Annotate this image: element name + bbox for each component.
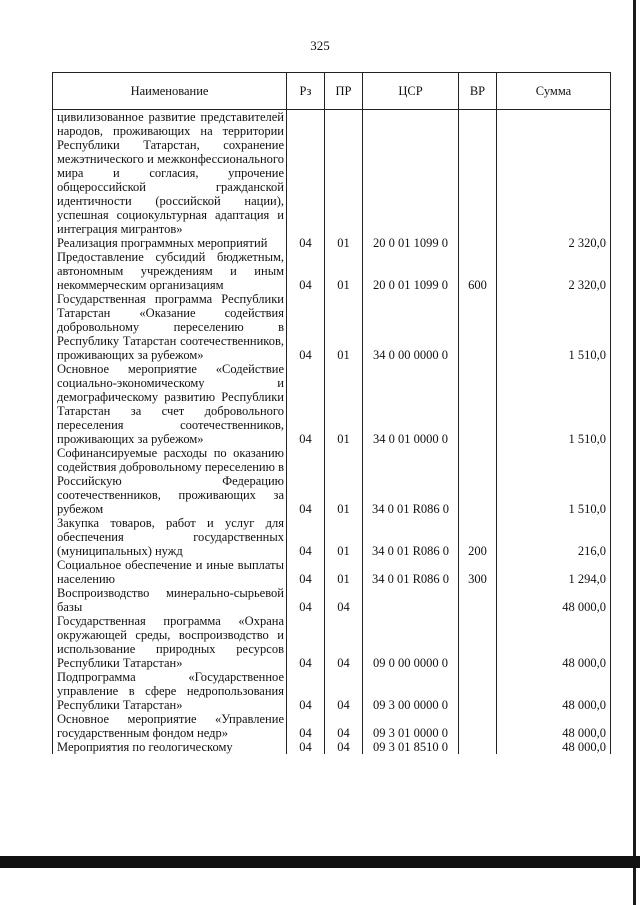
scan-edge-right [633, 0, 636, 905]
row-vr [459, 614, 497, 670]
row-csr: 09 0 00 0000 0 [363, 614, 459, 670]
row-vr: 200 [459, 516, 497, 558]
row-sum: 48 000,0 [497, 670, 611, 712]
row-name: Предоставление субсидий бюджетным, автономным учреждениям и иным некоммерческим организациям [53, 250, 287, 292]
row-name: Реализация программных мероприятий [53, 236, 287, 250]
row-rz: 04 [287, 586, 325, 614]
table-row [53, 110, 611, 237]
row-csr [363, 586, 459, 614]
row-rz: 04 [287, 236, 325, 250]
row-sum: 48 000,0 [497, 614, 611, 670]
row-csr: 34 0 01 0000 0 [363, 362, 459, 446]
table-row [53, 516, 611, 558]
row-name: Закупка товаров, работ и услуг для обеспечения государственных (муниципальных) нужд [53, 516, 287, 558]
row-vr [459, 586, 497, 614]
row-sum: 2 320,0 [497, 236, 611, 250]
row-vr [459, 712, 497, 740]
row-pr: 01 [325, 292, 363, 362]
table-row [53, 586, 611, 614]
table-header-row [53, 73, 611, 110]
row-vr [459, 110, 497, 237]
row-csr [363, 110, 459, 237]
row-name: Основное мероприятие «Управление государственным фондом недр» [53, 712, 287, 740]
row-name: Подпрограмма «Государственное управление в сфере недропользования Республики Татарстан» [53, 670, 287, 712]
row-name: Основное мероприятие «Содействие социально-экономическому и демографическому развитию Республики Татарстан за счет добровольного переселения соотечественников, проживающих за рубежом» [53, 362, 287, 446]
row-name: Воспроизводство минерально-сырьевой базы [53, 586, 287, 614]
row-rz: 04 [287, 614, 325, 670]
row-csr: 09 3 01 8510 0 [363, 740, 459, 754]
row-pr: 01 [325, 446, 363, 516]
row-vr [459, 292, 497, 362]
row-sum: 1 510,0 [497, 446, 611, 516]
row-name: цивилизованное развитие представителей народов, проживающих на территории Республики Татарстан, сохранение межэтнического и межконфессионального мира и согласия, упрочение общероссийской гражданской идентичности (российской нации), успешная социокультурная адаптация и интеграция мигрантов» [53, 110, 287, 237]
row-vr [459, 362, 497, 446]
table-row [53, 740, 611, 754]
column-header-vr: ВР [459, 73, 497, 110]
row-rz: 04 [287, 740, 325, 754]
row-sum: 216,0 [497, 516, 611, 558]
row-rz: 04 [287, 362, 325, 446]
table-row [53, 250, 611, 292]
row-sum: 1 510,0 [497, 292, 611, 362]
column-header-rz: Рз [287, 73, 325, 110]
row-csr: 34 0 01 R086 0 [363, 558, 459, 586]
table-row [53, 362, 611, 446]
row-pr: 01 [325, 250, 363, 292]
row-name: Государственная программа Республики Татарстан «Оказание содействия добровольному переселению в Республику Татарстан соотечественников, проживающих за рубежом» [53, 292, 287, 362]
row-name: Софинансируемые расходы по оказанию содействия добровольному переселению в Российскую Федерацию соотечественников, проживающих за рубежом [53, 446, 287, 516]
row-vr: 300 [459, 558, 497, 586]
row-csr: 09 3 00 0000 0 [363, 670, 459, 712]
row-sum: 48 000,0 [497, 740, 611, 754]
budget-table [52, 72, 611, 754]
row-vr [459, 446, 497, 516]
row-pr: 04 [325, 712, 363, 740]
row-pr [325, 110, 363, 237]
row-pr: 01 [325, 236, 363, 250]
row-pr: 04 [325, 670, 363, 712]
row-pr: 04 [325, 614, 363, 670]
table-row [53, 670, 611, 712]
table-row [53, 446, 611, 516]
row-sum: 1 294,0 [497, 558, 611, 586]
row-csr: 20 0 01 1099 0 [363, 250, 459, 292]
column-header-name: Наименование [53, 73, 287, 110]
row-rz: 04 [287, 516, 325, 558]
scan-edge-bottom [0, 856, 640, 868]
row-sum: 48 000,0 [497, 712, 611, 740]
row-pr: 01 [325, 362, 363, 446]
row-csr: 20 0 01 1099 0 [363, 236, 459, 250]
row-name: Государственная программа «Охрана окружающей среды, воспроизводство и использование природных ресурсов Республики Татарстан» [53, 614, 287, 670]
page-number: 325 [310, 38, 330, 53]
row-name: Социальное обеспечение и иные выплаты населению [53, 558, 287, 586]
row-vr [459, 740, 497, 754]
column-header-pr: ПР [325, 73, 363, 110]
row-pr: 01 [325, 516, 363, 558]
row-vr: 600 [459, 250, 497, 292]
table-row [53, 558, 611, 586]
row-rz [287, 110, 325, 237]
row-sum: 2 320,0 [497, 250, 611, 292]
table-row [53, 292, 611, 362]
row-rz: 04 [287, 250, 325, 292]
row-pr: 04 [325, 586, 363, 614]
row-sum [497, 110, 611, 237]
row-rz: 04 [287, 446, 325, 516]
row-rz: 04 [287, 558, 325, 586]
row-csr: 09 3 01 0000 0 [363, 712, 459, 740]
row-sum: 1 510,0 [497, 362, 611, 446]
row-rz: 04 [287, 292, 325, 362]
row-pr: 04 [325, 740, 363, 754]
row-pr: 01 [325, 558, 363, 586]
row-rz: 04 [287, 670, 325, 712]
column-header-csr: ЦСР [363, 73, 459, 110]
row-name: Мероприятия по геологическому [53, 740, 287, 754]
row-rz: 04 [287, 712, 325, 740]
row-sum: 48 000,0 [497, 586, 611, 614]
row-csr: 34 0 01 R086 0 [363, 446, 459, 516]
row-csr: 34 0 00 0000 0 [363, 292, 459, 362]
table-row [53, 614, 611, 670]
row-vr [459, 670, 497, 712]
table-row [53, 236, 611, 250]
row-vr [459, 236, 497, 250]
table-row [53, 712, 611, 740]
column-header-sum: Сумма [497, 73, 611, 110]
row-csr: 34 0 01 R086 0 [363, 516, 459, 558]
